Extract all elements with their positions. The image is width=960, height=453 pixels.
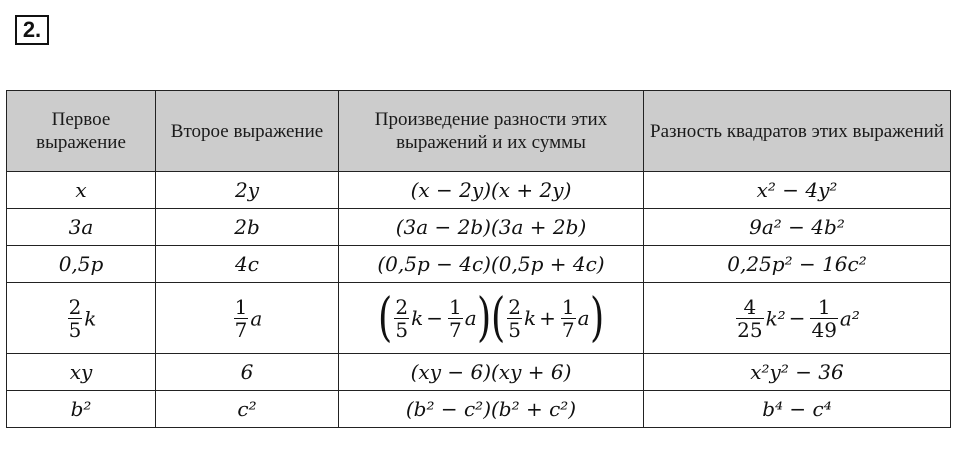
cell-difference: 9a² − 4b²	[644, 209, 951, 246]
cell-second: 2b	[156, 209, 339, 246]
fraction: $\frac{2}{5}$	[508, 294, 522, 342]
table-row	[7, 354, 951, 391]
cell-difference: 0,25p² − 16c²	[644, 246, 951, 283]
cell-first: x	[7, 172, 156, 209]
cell-product: (b² − c²)(b² + c²)	[339, 391, 644, 428]
task-number: 2.	[15, 15, 49, 45]
cell-product: (0,5p − 4c)(0,5p + 4c)	[339, 246, 644, 283]
cell-first: b²	[7, 391, 156, 428]
cell-first: 3a	[7, 209, 156, 246]
fraction: $\frac{1}{7}$	[449, 294, 462, 342]
fraction: $\frac{4}{25}$	[737, 294, 763, 342]
header-difference-of-squares: Разность квадратов этих выражений	[644, 91, 951, 172]
table-row	[7, 172, 951, 209]
cell-second: 6	[156, 354, 339, 391]
header-row	[7, 91, 951, 172]
cell-product: (xy − 6)(xy + 6)	[339, 354, 644, 391]
header-first-expression: Первое выражение	[7, 91, 156, 172]
cell-second: 2y	[156, 172, 339, 209]
cell-product: (x − 2y)(x + 2y)	[339, 172, 644, 209]
table-row	[7, 246, 951, 283]
cell-product: ( $\frac{2}{5}$ k − $\frac{1}{7}$ a)( $\frac{2}{5}$ k + $\frac{1}{7}$ a)	[339, 283, 644, 354]
table-row-fractions	[7, 283, 951, 354]
fraction: $\frac{2}{5}$	[68, 294, 82, 342]
cell-difference: b⁴ − c⁴	[644, 391, 951, 428]
cell-second: 4c	[156, 246, 339, 283]
table-row	[7, 391, 951, 428]
cell-second: c²	[156, 391, 339, 428]
cell-difference: x²y² − 36	[644, 354, 951, 391]
cell-product: (3a − 2b)(3a + 2b)	[339, 209, 644, 246]
table-row	[7, 209, 951, 246]
cell-second: $\frac{1}{7}$ a	[156, 283, 339, 354]
cell-difference: x² − 4y²	[644, 172, 951, 209]
fraction: $\frac{1}{7}$	[561, 294, 575, 342]
math-table	[6, 90, 951, 428]
fraction: $\frac{2}{5}$	[395, 294, 409, 342]
header-second-expression: Второе выражение	[156, 91, 339, 172]
cell-difference: $\frac{4}{25}$ k² − $\frac{1}{49}$ a²	[644, 283, 951, 354]
cell-first: $\frac{2}{5}$ k	[7, 283, 156, 354]
cell-first: xy	[7, 354, 156, 391]
fraction: $\frac{1}{49}$	[811, 294, 837, 342]
cell-first: 0,5p	[7, 246, 156, 283]
fraction: $\frac{1}{7}$	[234, 294, 248, 342]
header-product: Произведение разности этих выражений и их суммы	[339, 91, 644, 172]
